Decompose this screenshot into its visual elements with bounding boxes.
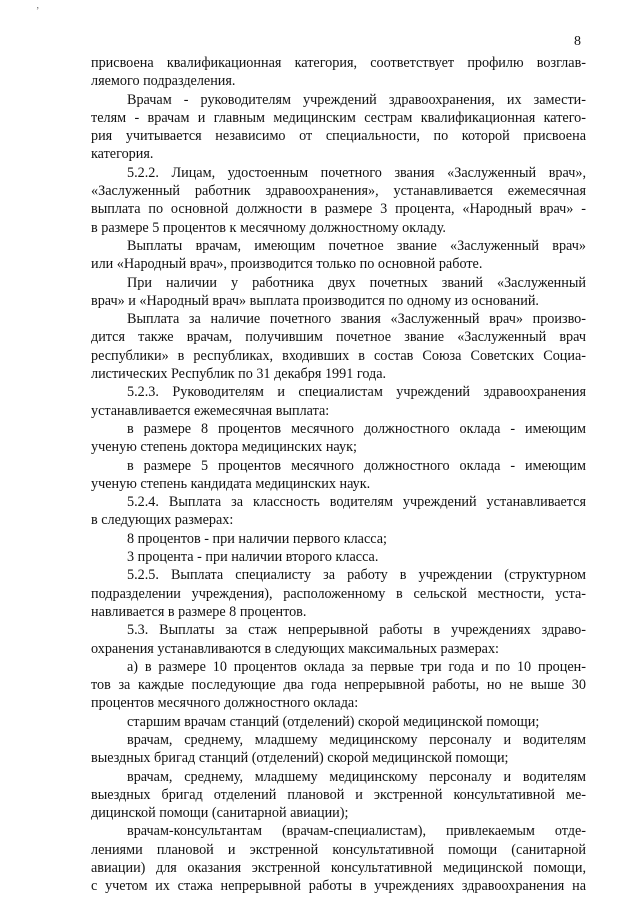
text-line: охранения устанавливаются в следующих максимальных размерах: (91, 640, 499, 657)
text-line: тов за каждые последующие два года непрерывной работы, но не выше 30 (91, 677, 586, 694)
text-line: в размере 5 процентов к месячному должностному окладу. (91, 219, 446, 236)
text-line: лениями плановой и экстренной консультативной помощи (санитарной (91, 841, 586, 858)
text-line: Врачам - руководителям учреждений здравоохранения, их замести- (127, 91, 586, 108)
text-line: в размере 5 процентов месячного должностного оклада - имеющим (127, 457, 586, 474)
text-line: республики» в республиках, входивших в состав Союза Советских Социа- (91, 347, 586, 364)
text-line: выездных бригад станций (отделений) скорой медицинской помощи; (91, 750, 509, 767)
text-line: авиации) для оказания экстренной консультативной медицинской помощи, (91, 860, 586, 877)
text-line: подразделении учреждения), расположенному в сельской местности, уста- (91, 585, 586, 602)
text-line: 3 процента - при наличии второго класса. (127, 549, 379, 566)
text-line: рия учитывается независимо от специальности, по которой присвоена (91, 128, 586, 145)
text-line: 5.2.5. Выплата специалисту за работу в учреждении (структурном (127, 567, 586, 584)
text-line: ученую степень доктора медицинских наук; (91, 439, 357, 456)
text-line: листических Республик по 31 декабря 1991 года. (91, 366, 387, 383)
text-line: дится также врачам, получившим почетное звание «Заслуженный врач (91, 329, 586, 346)
text-line: Выплаты врачам, имеющим почетное звание «Заслуженный врач» (127, 237, 586, 254)
page-number: 8 (574, 34, 581, 49)
document-body (91, 54, 586, 896)
text-line: категория. (91, 146, 154, 163)
text-line: врачам-консультантам (врачам-специалистам), привлекаемым отде- (127, 823, 586, 840)
text-line: врачам, среднему, младшему медицинскому персоналу и водителям (127, 731, 586, 748)
text-line: устанавливается ежемесячная выплата: (91, 402, 330, 419)
text-line: а) в размере 10 процентов оклада за первые три года и по 10 процен- (127, 658, 586, 675)
text-line: врачам, среднему, младшему медицинскому персоналу и водителям (127, 768, 586, 785)
text-line: ляемого подразделения. (91, 73, 236, 90)
text-line: с учетом их стажа непрерывной работы в учреждениях здравоохранения на (91, 878, 586, 895)
text-line: навливается в размере 8 процентов. (91, 603, 307, 620)
text-line: врач» и «Народный врач» выплата производится по одному из оснований. (91, 292, 539, 309)
text-line: «Заслуженный работник здравоохранения», устанавливается ежемесячная (91, 183, 586, 200)
text-line: в следующих размерах: (91, 512, 234, 529)
text-line: 5.2.2. Лицам, удостоенным почетного звания «Заслуженный врач», (127, 164, 586, 181)
text-line: При наличии у работника двух почетных званий «Заслуженный (127, 274, 586, 291)
scan-mark: ʼ (36, 6, 40, 17)
text-line: выездных бригад отделений плановой и экстренной консультативной ме- (91, 786, 586, 803)
text-line: телям - врачам и главным медицинским сестрам квалификационная катего- (91, 109, 586, 126)
text-line: процентов месячного должностного оклада: (91, 695, 359, 712)
text-line: выплата по основной должности в размере 3 процента, «Народный врач» - (91, 201, 586, 218)
text-line: 5.2.4. Выплата за классность водителям учреждений устанавливается (127, 494, 586, 511)
text-line: в размере 8 процентов месячного должностного оклада - имеющим (127, 420, 586, 437)
text-line: или «Народный врач», производится только по основной работе. (91, 256, 483, 273)
text-line: дицинской помощи (санитарной авиации); (91, 805, 349, 822)
text-line: 5.3. Выплаты за стаж непрерывной работы в учреждениях здраво- (127, 622, 586, 639)
text-line: присвоена квалификационная категория, соответствует профилю возглав- (91, 55, 586, 71)
text-line: ученую степень кандидата медицинских наук. (91, 475, 371, 492)
text-line: старшим врачам станций (отделений) скорой медицинской помощи; (127, 713, 540, 730)
text-line: 5.2.3. Руководителям и специалистам учреждений здравоохранения (127, 384, 586, 401)
text-line: Выплата за наличие почетного звания «Заслуженный врач» произво- (127, 311, 586, 328)
text-line: 8 процентов - при наличии первого класса; (127, 530, 387, 547)
